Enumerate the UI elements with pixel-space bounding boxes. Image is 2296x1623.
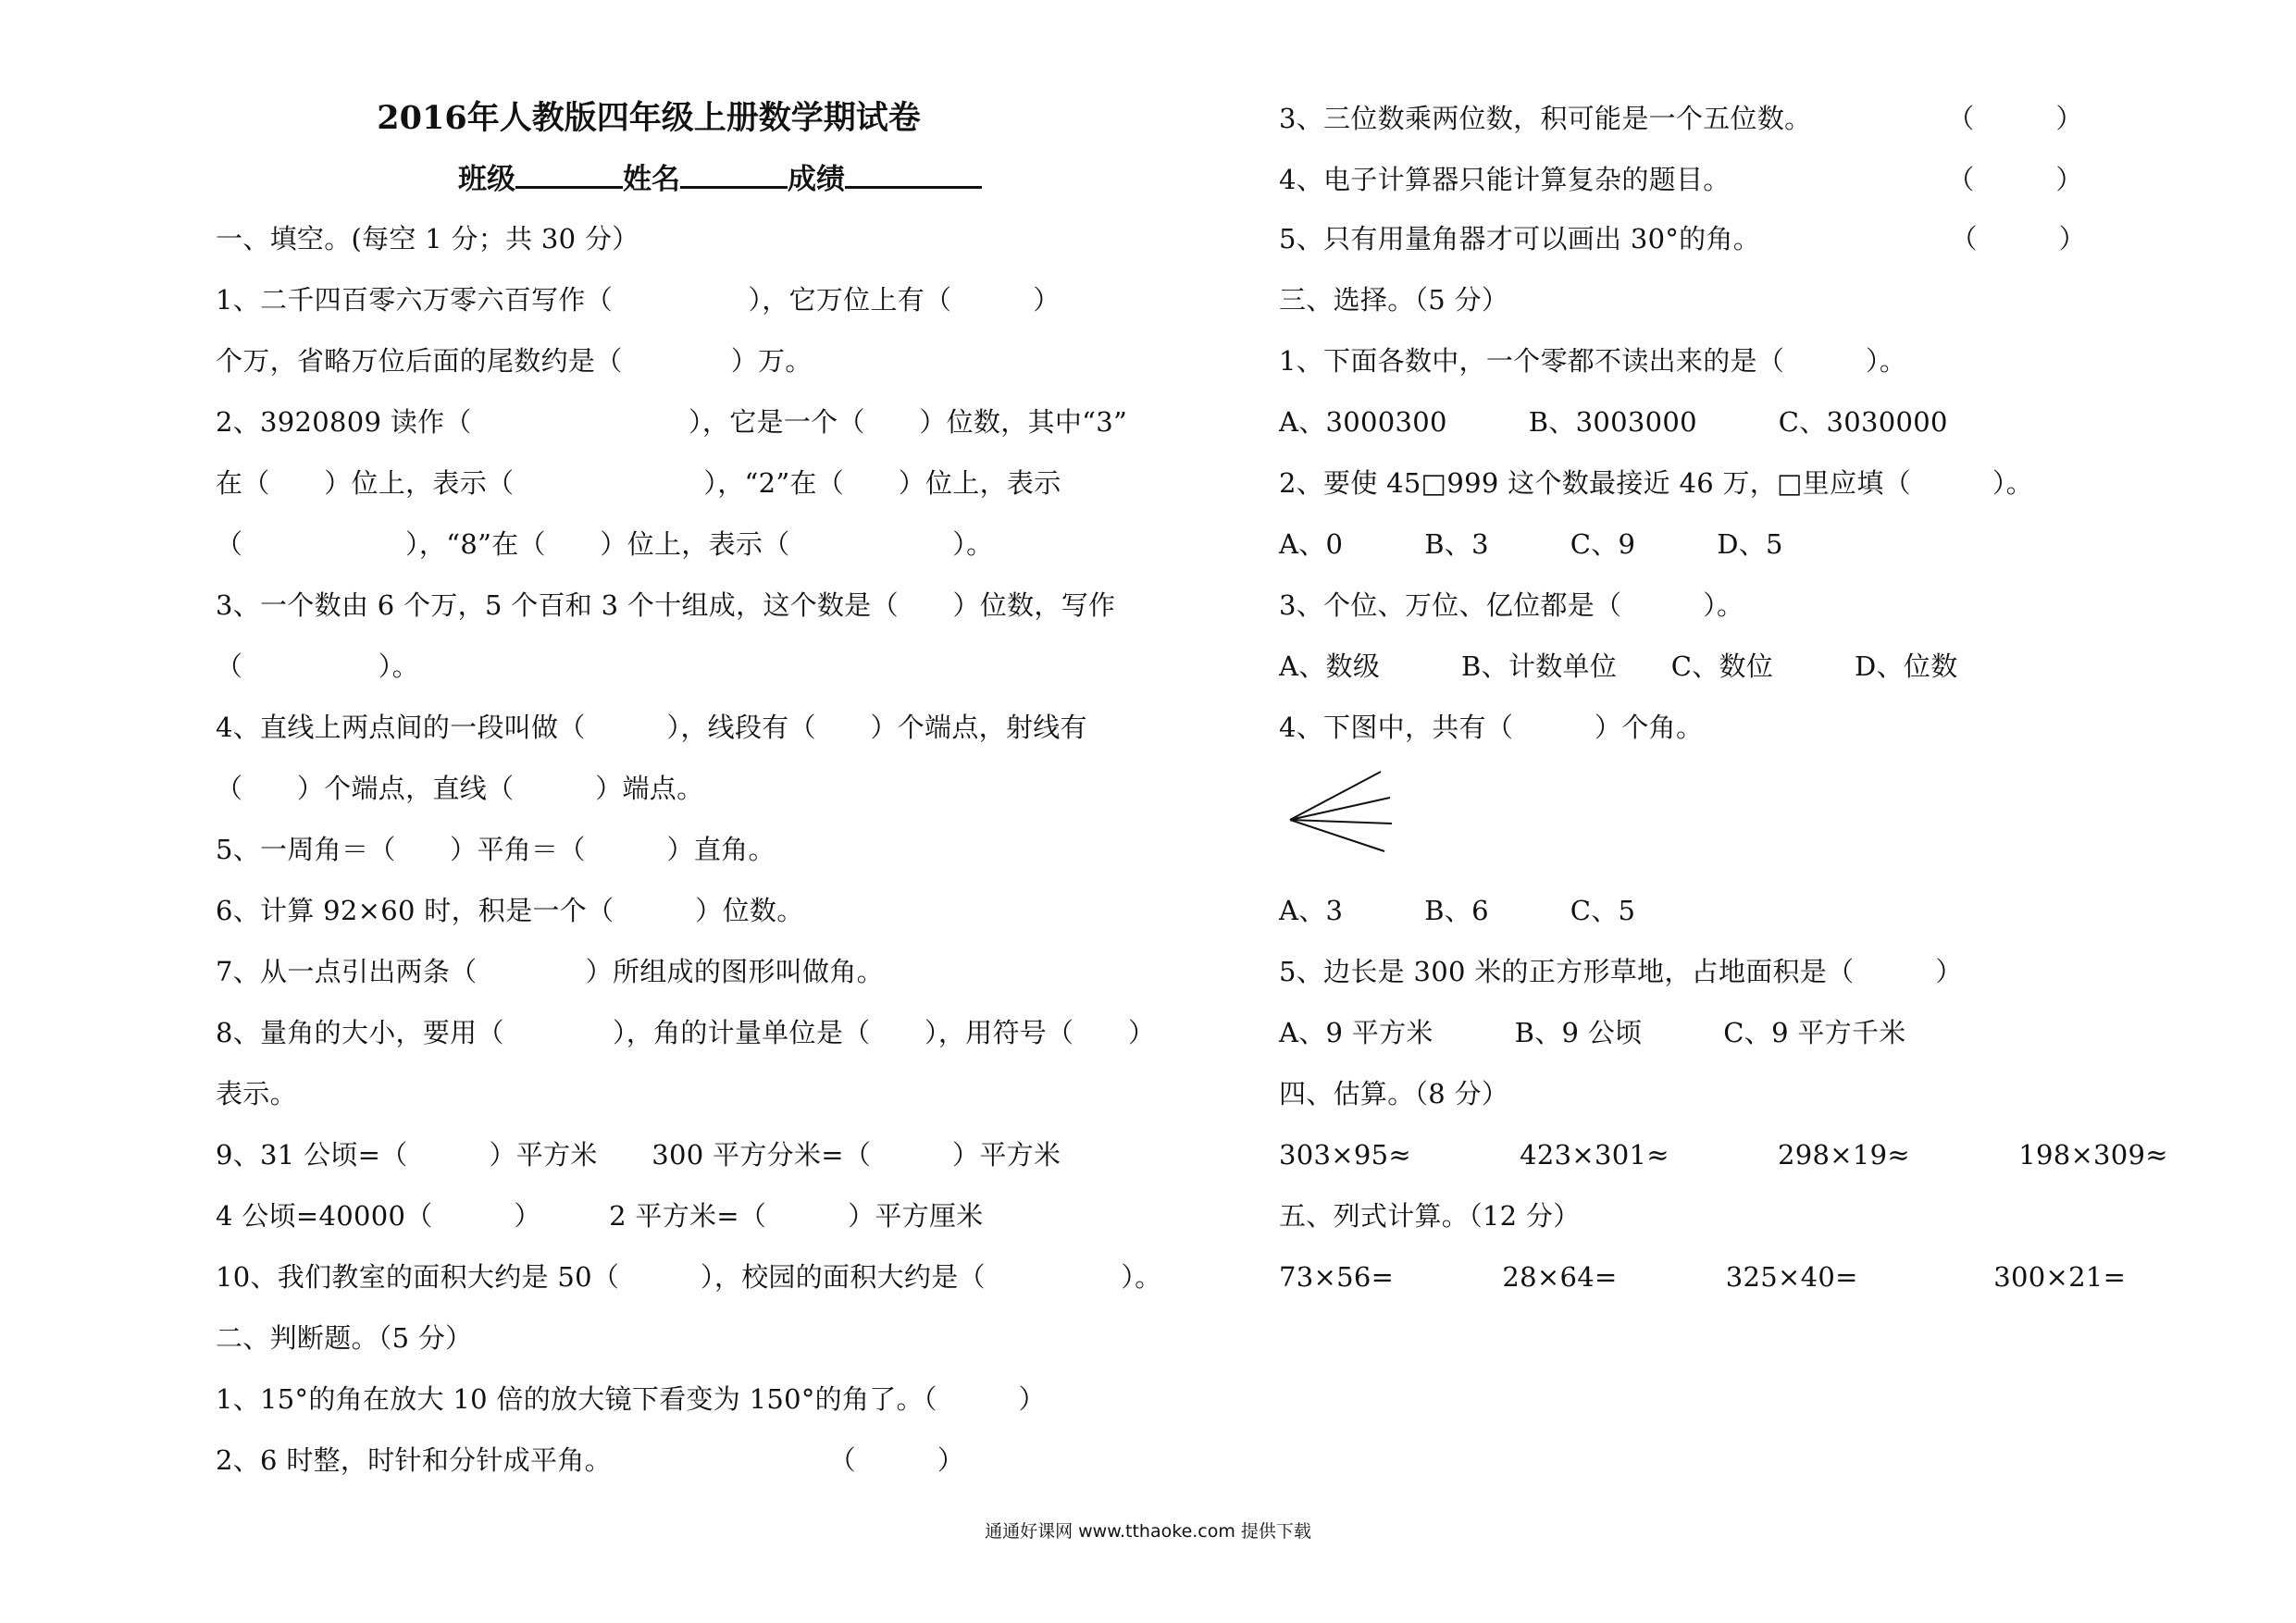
name-blank[interactable] <box>680 155 788 189</box>
score-label: 成绩 <box>788 163 845 196</box>
question-line: 4、直线上两点间的一段叫做（ ），线段有（ ）个端点，射线有 <box>216 712 1087 743</box>
calculation-problems: 73×56= 28×64= 325×40= 300×21= <box>1279 1261 2127 1293</box>
class-label: 班级 <box>458 163 515 196</box>
choice-options: A、3 B、6 C、5 <box>1279 895 1636 926</box>
ray-line <box>1290 772 1381 820</box>
choice-options: A、3000300 B、3003000 C、3030000 <box>1279 406 1948 438</box>
choice-options: A、9 平方米 B、9 公顷 C、9 平方千米 <box>1279 1017 1906 1048</box>
angle-figure <box>1285 766 1405 859</box>
ray-line <box>1290 820 1384 851</box>
student-info-line <box>458 154 982 205</box>
question-line: 5、一周角＝（ ）平角＝（ ）直角。 <box>216 834 776 865</box>
question-line: 7、从一点引出两条（ ）所组成的图形叫做角。 <box>216 956 884 987</box>
question-line: 1、下面各数中，一个零都不读出来的是（ ）。 <box>1279 345 1907 377</box>
question-line: 9、31 公顷=（ ）平方米 300 平方分米=（ ）平方米 <box>216 1139 1061 1171</box>
class-blank[interactable] <box>515 155 623 189</box>
question-line: 5、只有用量角器才可以画出 30°的角。 （ ） <box>1279 223 2086 254</box>
question-line: 2、要使 45□999 这个数最接近 46 万，□里应填（ ）。 <box>1279 467 2033 499</box>
section-2-heading: 二、判断题。（5 分） <box>216 1322 473 1354</box>
name-label: 姓名 <box>623 163 680 196</box>
ray-line <box>1290 798 1390 820</box>
question-line: 2、6 时整，时针和分针成平角。 （ ） <box>216 1444 965 1476</box>
question-line: 4、电子计算器只能计算复杂的题目。 （ ） <box>1279 164 2083 195</box>
question-line: 5、边长是 300 米的正方形草地，占地面积是（ ） <box>1279 956 1963 987</box>
question-line: 3、三位数乘两位数，积可能是一个五位数。 （ ） <box>1279 103 2083 134</box>
page-title: 2016年人教版四年级上册数学期试卷 <box>377 99 921 137</box>
section-1-heading: 一、填空。(每空 1 分；共 30 分） <box>216 223 639 254</box>
question-line: （ ），“8”在（ ）位上，表示（ ）。 <box>216 528 994 560</box>
choice-options: A、0 B、3 C、9 D、5 <box>1279 528 1783 560</box>
score-blank[interactable] <box>845 155 982 189</box>
section-3-heading: 三、选择。（5 分） <box>1279 284 1509 316</box>
question-line: （ ）个端点，直线（ ）端点。 <box>216 773 704 804</box>
ray-line <box>1290 820 1392 824</box>
question-line: 8、量角的大小，要用（ ），角的计量单位是（ ），用符号（ ） <box>216 1017 1156 1048</box>
question-line: 4、下图中，共有（ ）个角。 <box>1279 712 1704 743</box>
question-line: （ ）。 <box>216 650 419 682</box>
footer-credit: 通通好课网 www.tthaoke.com 提供下载 <box>985 1521 1311 1542</box>
question-line: 3、一个数由 6 个万，5 个百和 3 个十组成，这个数是（ ）位数，写作 <box>216 589 1116 621</box>
estimation-problems: 303×95≈ 423×301≈ 298×19≈ 198×309≈ <box>1279 1139 2168 1171</box>
question-line: 1、15°的角在放大 10 倍的放大镜下看变为 150°的角了。（ ） <box>216 1383 1046 1415</box>
question-line: 1、二千四百零六万零六百写作（ ），它万位上有（ ） <box>216 284 1061 316</box>
question-line: 10、我们教室的面积大约是 50（ ），校园的面积大约是（ ）。 <box>216 1261 1162 1293</box>
question-line: 个万，省略万位后面的尾数约是（ ）万。 <box>216 345 813 377</box>
question-line: 3、个位、万位、亿位都是（ ）。 <box>1279 589 1744 621</box>
section-5-heading: 五、列式计算。（12 分） <box>1279 1200 1581 1232</box>
question-line: 6、计算 92×60 时，积是一个（ ）位数。 <box>216 895 804 926</box>
question-line: 2、3920809 读作（ ），它是一个（ ）位数，其中“3” <box>216 406 1128 438</box>
section-4-heading: 四、估算。（8 分） <box>1279 1078 1509 1109</box>
question-line: 4 公顷=40000（ ） 2 平方米=（ ）平方厘米 <box>216 1200 984 1232</box>
question-line: 表示。 <box>216 1078 297 1109</box>
choice-options: A、数级 B、计数单位 C、数位 D、位数 <box>1279 650 1958 682</box>
question-line: 在（ ）位上，表示（ ），“2”在（ ）位上，表示 <box>216 467 1061 499</box>
